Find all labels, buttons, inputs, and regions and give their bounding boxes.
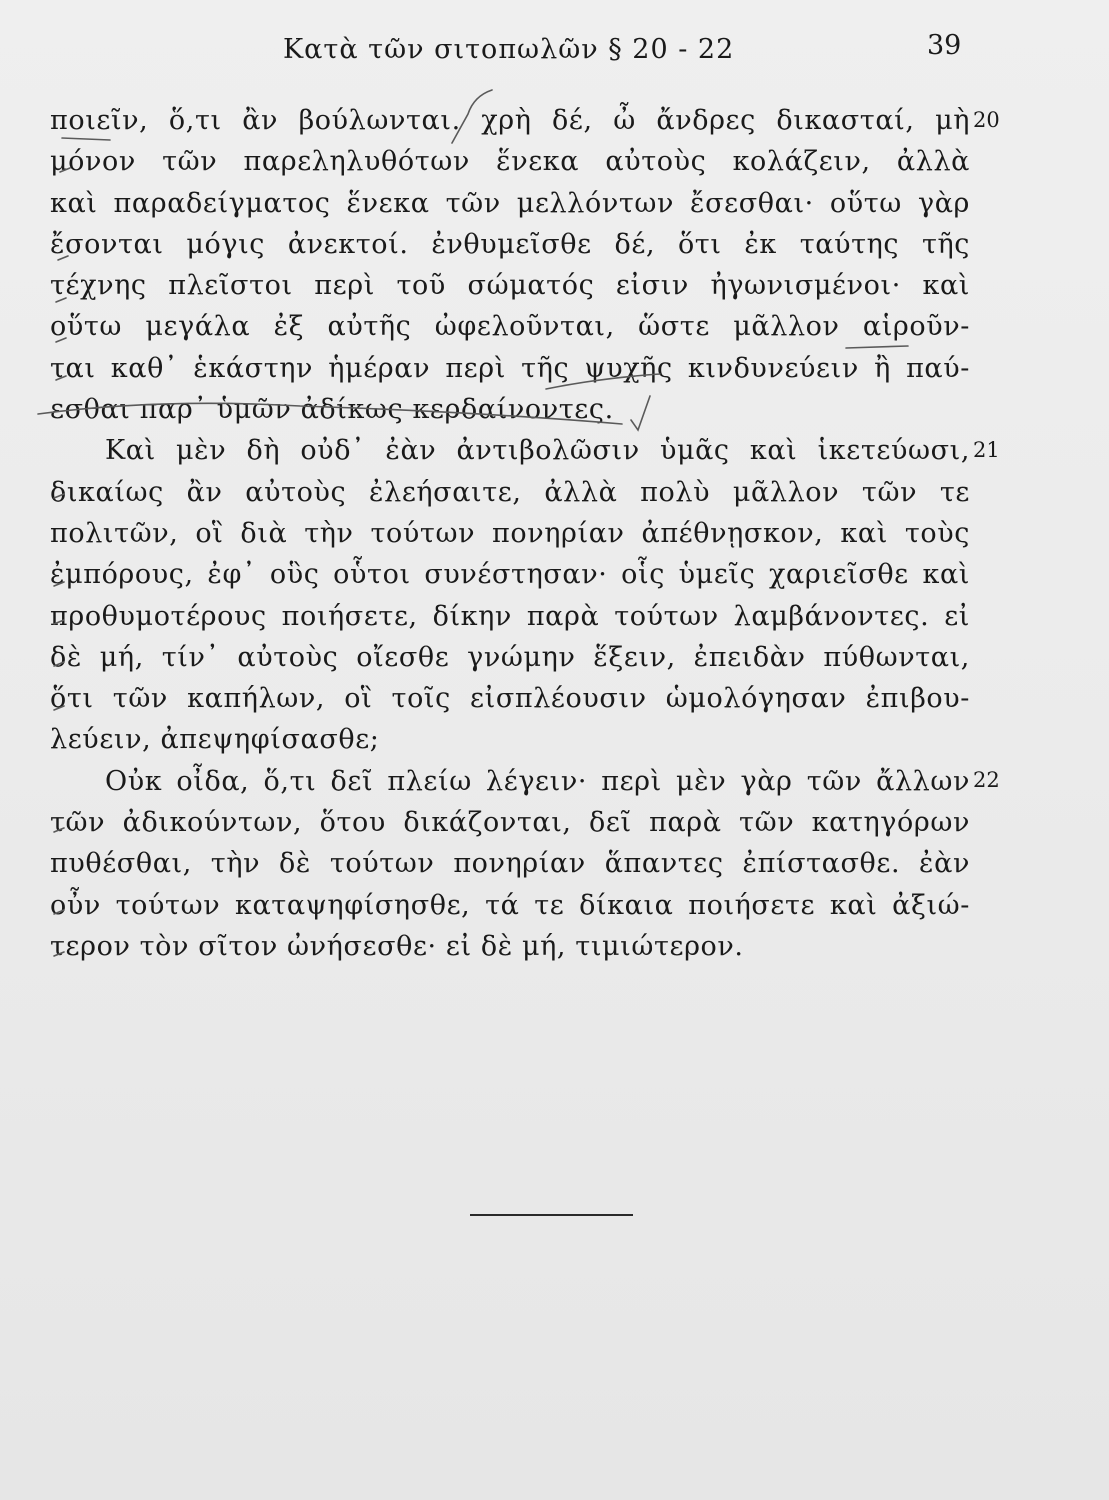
text-line: τερον τὸν σῖτον ὠνήσεσθε· εἰ δὲ μή, τιμιώτερον. bbox=[50, 930, 744, 962]
text-line: δικαίως ἂν αὐτοὺς ἐλεήσαιτε, ἀλλὰ πολὺ μᾶλλον τῶν τε bbox=[50, 476, 970, 508]
running-title: Κατὰ τῶν σιτοπωλῶν § 20 - 22 bbox=[283, 34, 735, 65]
text-line: μόνον τῶν παρεληλυθότων ἕνεκα αὐτοὺς κολάζειν, ἀλλὰ bbox=[50, 146, 970, 178]
text-line: πυθέσθαι, τὴν δὲ τούτων πονηρίαν ἅπαντες ἐπίστασθε. ἐὰν bbox=[50, 848, 970, 880]
text-line: οὕτω μεγάλα ἐξ αὐτῆς ὠφελοῦνται, ὥστε μᾶλλον αἱροῦν- bbox=[50, 311, 970, 343]
text-line: ἐμπόρους, ἐφ᾿ οὓς οὗτοι συνέστησαν· οἷς ὑμεῖς χαριεῖσθε καὶ bbox=[50, 559, 970, 591]
text-line: Καὶ μὲν δὴ οὐδ᾿ ἐὰν ἀντιβολῶσιν ὑμᾶς καὶ ἱκετεύωσι, bbox=[105, 435, 970, 467]
body-text bbox=[50, 100, 970, 967]
text-line: Οὐκ οἶδα, ὅ,τι δεῖ πλείω λέγειν· περὶ μὲν γὰρ τῶν ἄλλων bbox=[105, 765, 970, 797]
end-rule bbox=[470, 1214, 633, 1216]
text-line: καὶ παραδείγματος ἕνεκα τῶν μελλόντων ἔσεσθαι· οὕτω γὰρ bbox=[50, 187, 970, 219]
running-head bbox=[0, 30, 1109, 70]
text-line: οὖν τούτων καταψηφίσησθε, τά τε δίκαια ποιήσετε καὶ ἀξιώ- bbox=[50, 889, 970, 921]
text-line: ποιεῖν, ὅ,τι ἂν βούλωνται. χρὴ δέ, ὦ ἄνδρες δικασταί, μὴ bbox=[50, 105, 970, 136]
section-number: 20 bbox=[973, 108, 1000, 132]
text-line: ὅτι τῶν καπήλων, οἳ τοῖς εἰσπλέουσιν ὡμολόγησαν ἐπιβου- bbox=[50, 683, 970, 715]
section-number: 22 bbox=[973, 768, 1000, 792]
text-line: ἔσονται μόγις ἀνεκτοί. ἐνθυμεῖσθε δέ, ὅτι ἐκ ταύτης τῆς bbox=[50, 228, 970, 260]
section-number: 21 bbox=[973, 438, 1000, 462]
text-line: εσθαι παρ᾿ ὑμῶν ἀδίκως κερδαίνοντες. bbox=[50, 394, 614, 426]
text-line: προθυμοτέρους ποιήσετε, δίκην παρὰ τούτων λαμβάνοντες. εἰ bbox=[50, 600, 970, 632]
text-line: λεύειν, ἀπεψηφίσασθε; bbox=[50, 724, 380, 756]
text-line: δὲ μή, τίν᾿ αὐτοὺς οἴεσθε γνώμην ἕξειν, ἐπειδὰν πύθωνται, bbox=[50, 641, 970, 673]
page-number: 39 bbox=[927, 30, 962, 61]
text-line: πολιτῶν, οἳ διὰ τὴν τούτων πονηρίαν ἀπέθνῃσκον, καὶ τοὺς bbox=[50, 517, 970, 549]
text-line: ται καθ᾿ ἑκάστην ἡμέραν περὶ τῆς ψυχῆς κινδυνεύειν ἢ παύ- bbox=[50, 352, 970, 384]
text-line: τῶν ἀδικούντων, ὅτου δικάζονται, δεῖ παρὰ τῶν κατηγόρων bbox=[50, 807, 970, 839]
text-line: τέχνης πλεῖστοι περὶ τοῦ σώματός εἰσιν ἠγωνισμένοι· καὶ bbox=[50, 270, 970, 302]
